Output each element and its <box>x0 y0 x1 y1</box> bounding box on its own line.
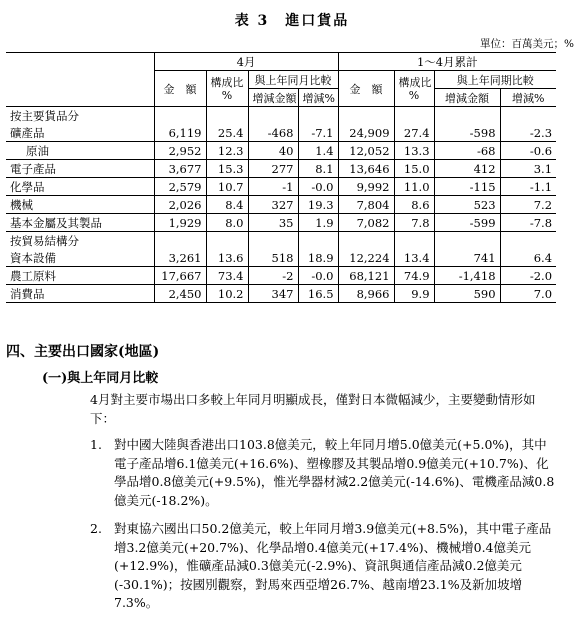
imports-table <box>6 52 556 303</box>
table-cell: 7.8 <box>394 214 434 232</box>
share-header: 構成比 % <box>206 71 248 107</box>
table-cell: 7.0 <box>500 285 556 303</box>
table-cell: 2,579 <box>154 178 206 196</box>
row-label: 資本設備 <box>6 249 154 267</box>
table-cell: 18.9 <box>298 249 338 267</box>
table-cell: 9,992 <box>338 178 394 196</box>
table-cell: 3,677 <box>154 160 206 178</box>
table-cell: 6,119 <box>154 124 206 142</box>
table-cell: 2,952 <box>154 142 206 160</box>
table-cell: 12.3 <box>206 142 248 160</box>
intro-paragraph: 4月對主要市場出口多較上年同月明顯成長，僅對日本微幅減少，主要變動情形如下： <box>90 392 536 426</box>
table-cell: -7.8 <box>500 214 556 232</box>
change-amount-header-cum: 增減金額 <box>434 89 500 107</box>
table-cell: -0.0 <box>298 178 338 196</box>
yoy-cum-header: 與上年同期比較 <box>434 71 556 89</box>
table-cell: 3,261 <box>154 249 206 267</box>
table-row <box>6 178 556 196</box>
table-row <box>6 249 556 267</box>
table-cell: 24,909 <box>338 124 394 142</box>
table-cell: 13.4 <box>394 249 434 267</box>
table-cell: 7.2 <box>500 196 556 214</box>
table-cell: 27.4 <box>394 124 434 142</box>
table-cell: -0.6 <box>500 142 556 160</box>
row-label: 農工原料 <box>6 267 154 285</box>
row-label: 基本金屬及其製品 <box>6 214 154 232</box>
table-cell: 13,646 <box>338 160 394 178</box>
table-cell: 347 <box>248 285 298 303</box>
period-apr-header: 4月 <box>154 53 338 71</box>
table-cell: -599 <box>434 214 500 232</box>
table-cell: -1 <box>248 178 298 196</box>
table-cell: 9.9 <box>394 285 434 303</box>
table-cell: 8.1 <box>298 160 338 178</box>
table-cell: -598 <box>434 124 500 142</box>
table-cell: 68,121 <box>338 267 394 285</box>
table-cell: -2.3 <box>500 124 556 142</box>
table-cell: 8.4 <box>206 196 248 214</box>
table-cell: -1,418 <box>434 267 500 285</box>
table-cell: 1.4 <box>298 142 338 160</box>
table-cell: 412 <box>434 160 500 178</box>
table-cell: -68 <box>434 142 500 160</box>
table-cell: 40 <box>248 142 298 160</box>
table-cell: 10.7 <box>206 178 248 196</box>
table-cell: 35 <box>248 214 298 232</box>
group-label: 按主要貨品分 <box>6 107 154 125</box>
row-label: 原油 <box>6 142 154 160</box>
table-cell: -115 <box>434 178 500 196</box>
table-cell: -7.1 <box>298 124 338 142</box>
table-cell: 327 <box>248 196 298 214</box>
table-cell: 590 <box>434 285 500 303</box>
list-item: 1. 對中國大陸與香港出口103.8億美元，較上年同月增5.0億美元(+5.0%)，其中電子產品增6.1億美元(+16.6%)、塑橡膠及其製品增0.9億美元(+10.7%)、化學品增0.8億美元(+9.5%)，惟光學器材減2.2億美元(-14.6%)、電機產品減0.8億美元(-18.2%)。 <box>90 437 555 508</box>
table-cell: -2 <box>248 267 298 285</box>
table-row <box>6 196 556 214</box>
row-label: 消費品 <box>6 285 154 303</box>
table-cell: 15.0 <box>394 160 434 178</box>
table-cell: 16.5 <box>298 285 338 303</box>
table-cell: 8.0 <box>206 214 248 232</box>
change-pct-header-cum: 增減% <box>500 89 556 107</box>
table-cell: 2,450 <box>154 285 206 303</box>
table-cell: 7,804 <box>338 196 394 214</box>
table-cell: 277 <box>248 160 298 178</box>
row-label: 礦產品 <box>6 124 154 142</box>
table-cell: -2.0 <box>500 267 556 285</box>
table-cell: 15.3 <box>206 160 248 178</box>
table-cell: 25.4 <box>206 124 248 142</box>
table-cell: 523 <box>434 196 500 214</box>
table-cell: 12,224 <box>338 249 394 267</box>
table-cell: 10.2 <box>206 285 248 303</box>
table-cell: 1,929 <box>154 214 206 232</box>
table-row <box>6 267 556 285</box>
yoy-header: 與上年同月比較 <box>248 71 338 89</box>
table-row <box>6 214 556 232</box>
unit-note: 單位：百萬美元；% <box>480 38 574 50</box>
table-cell: 3.1 <box>500 160 556 178</box>
row-label: 化學品 <box>6 178 154 196</box>
table-row <box>6 285 556 303</box>
row-label: 機械 <box>6 196 154 214</box>
table-cell: 518 <box>248 249 298 267</box>
table-cell: 13.3 <box>394 142 434 160</box>
table-cell: -468 <box>248 124 298 142</box>
table-cell: 74.9 <box>394 267 434 285</box>
amount-header: 金 額 <box>154 71 206 107</box>
table-title: 表 3 進口貨品 <box>234 13 350 29</box>
table-cell: -1.1 <box>500 178 556 196</box>
table-cell: 6.4 <box>500 249 556 267</box>
table-cell: 17,667 <box>154 267 206 285</box>
amount-header-cum: 金 額 <box>338 71 394 107</box>
group-label: 按貿易結構分 <box>6 232 154 250</box>
change-pct-header: 增減% <box>298 89 338 107</box>
table-cell: 1.9 <box>298 214 338 232</box>
table-row <box>6 142 556 160</box>
table-cell: 2,026 <box>154 196 206 214</box>
table-row <box>6 160 556 178</box>
table-cell: 741 <box>434 249 500 267</box>
table-cell: 13.6 <box>206 249 248 267</box>
table-cell: 12,052 <box>338 142 394 160</box>
subsection-heading: (一)與上年同月比較 <box>42 371 159 386</box>
table-cell: -0.0 <box>298 267 338 285</box>
table-cell: 8,966 <box>338 285 394 303</box>
row-label: 電子產品 <box>6 160 154 178</box>
table-cell: 11.0 <box>394 178 434 196</box>
list-item: 2. 對東協六國出口50.2億美元，較上年同月增3.9億美元(+8.5%)，其中電子產品增3.2億美元(+20.7%)、化學品增0.4億美元(+17.4%)、機械增0.4億美元(+12.9%)，惟礦產品減0.3億美元(-2.9%)、資訊與通信產品減0.2億美元(-30.1%)；按國別觀察，對馬來西亞增26.7%、越南增23.1%及新加坡增7.3%。 <box>90 521 552 610</box>
change-amount-header: 增減金額 <box>248 89 298 107</box>
table-cell: 73.4 <box>206 267 248 285</box>
section-heading: 四、主要出口國家(地區) <box>6 344 160 360</box>
table-cell: 19.3 <box>298 196 338 214</box>
table-row <box>6 124 556 142</box>
period-cum-header: 1～4月累計 <box>338 53 556 71</box>
table-cell: 7,082 <box>338 214 394 232</box>
table-cell: 8.6 <box>394 196 434 214</box>
share-header-cum: 構成比 % <box>394 71 434 107</box>
